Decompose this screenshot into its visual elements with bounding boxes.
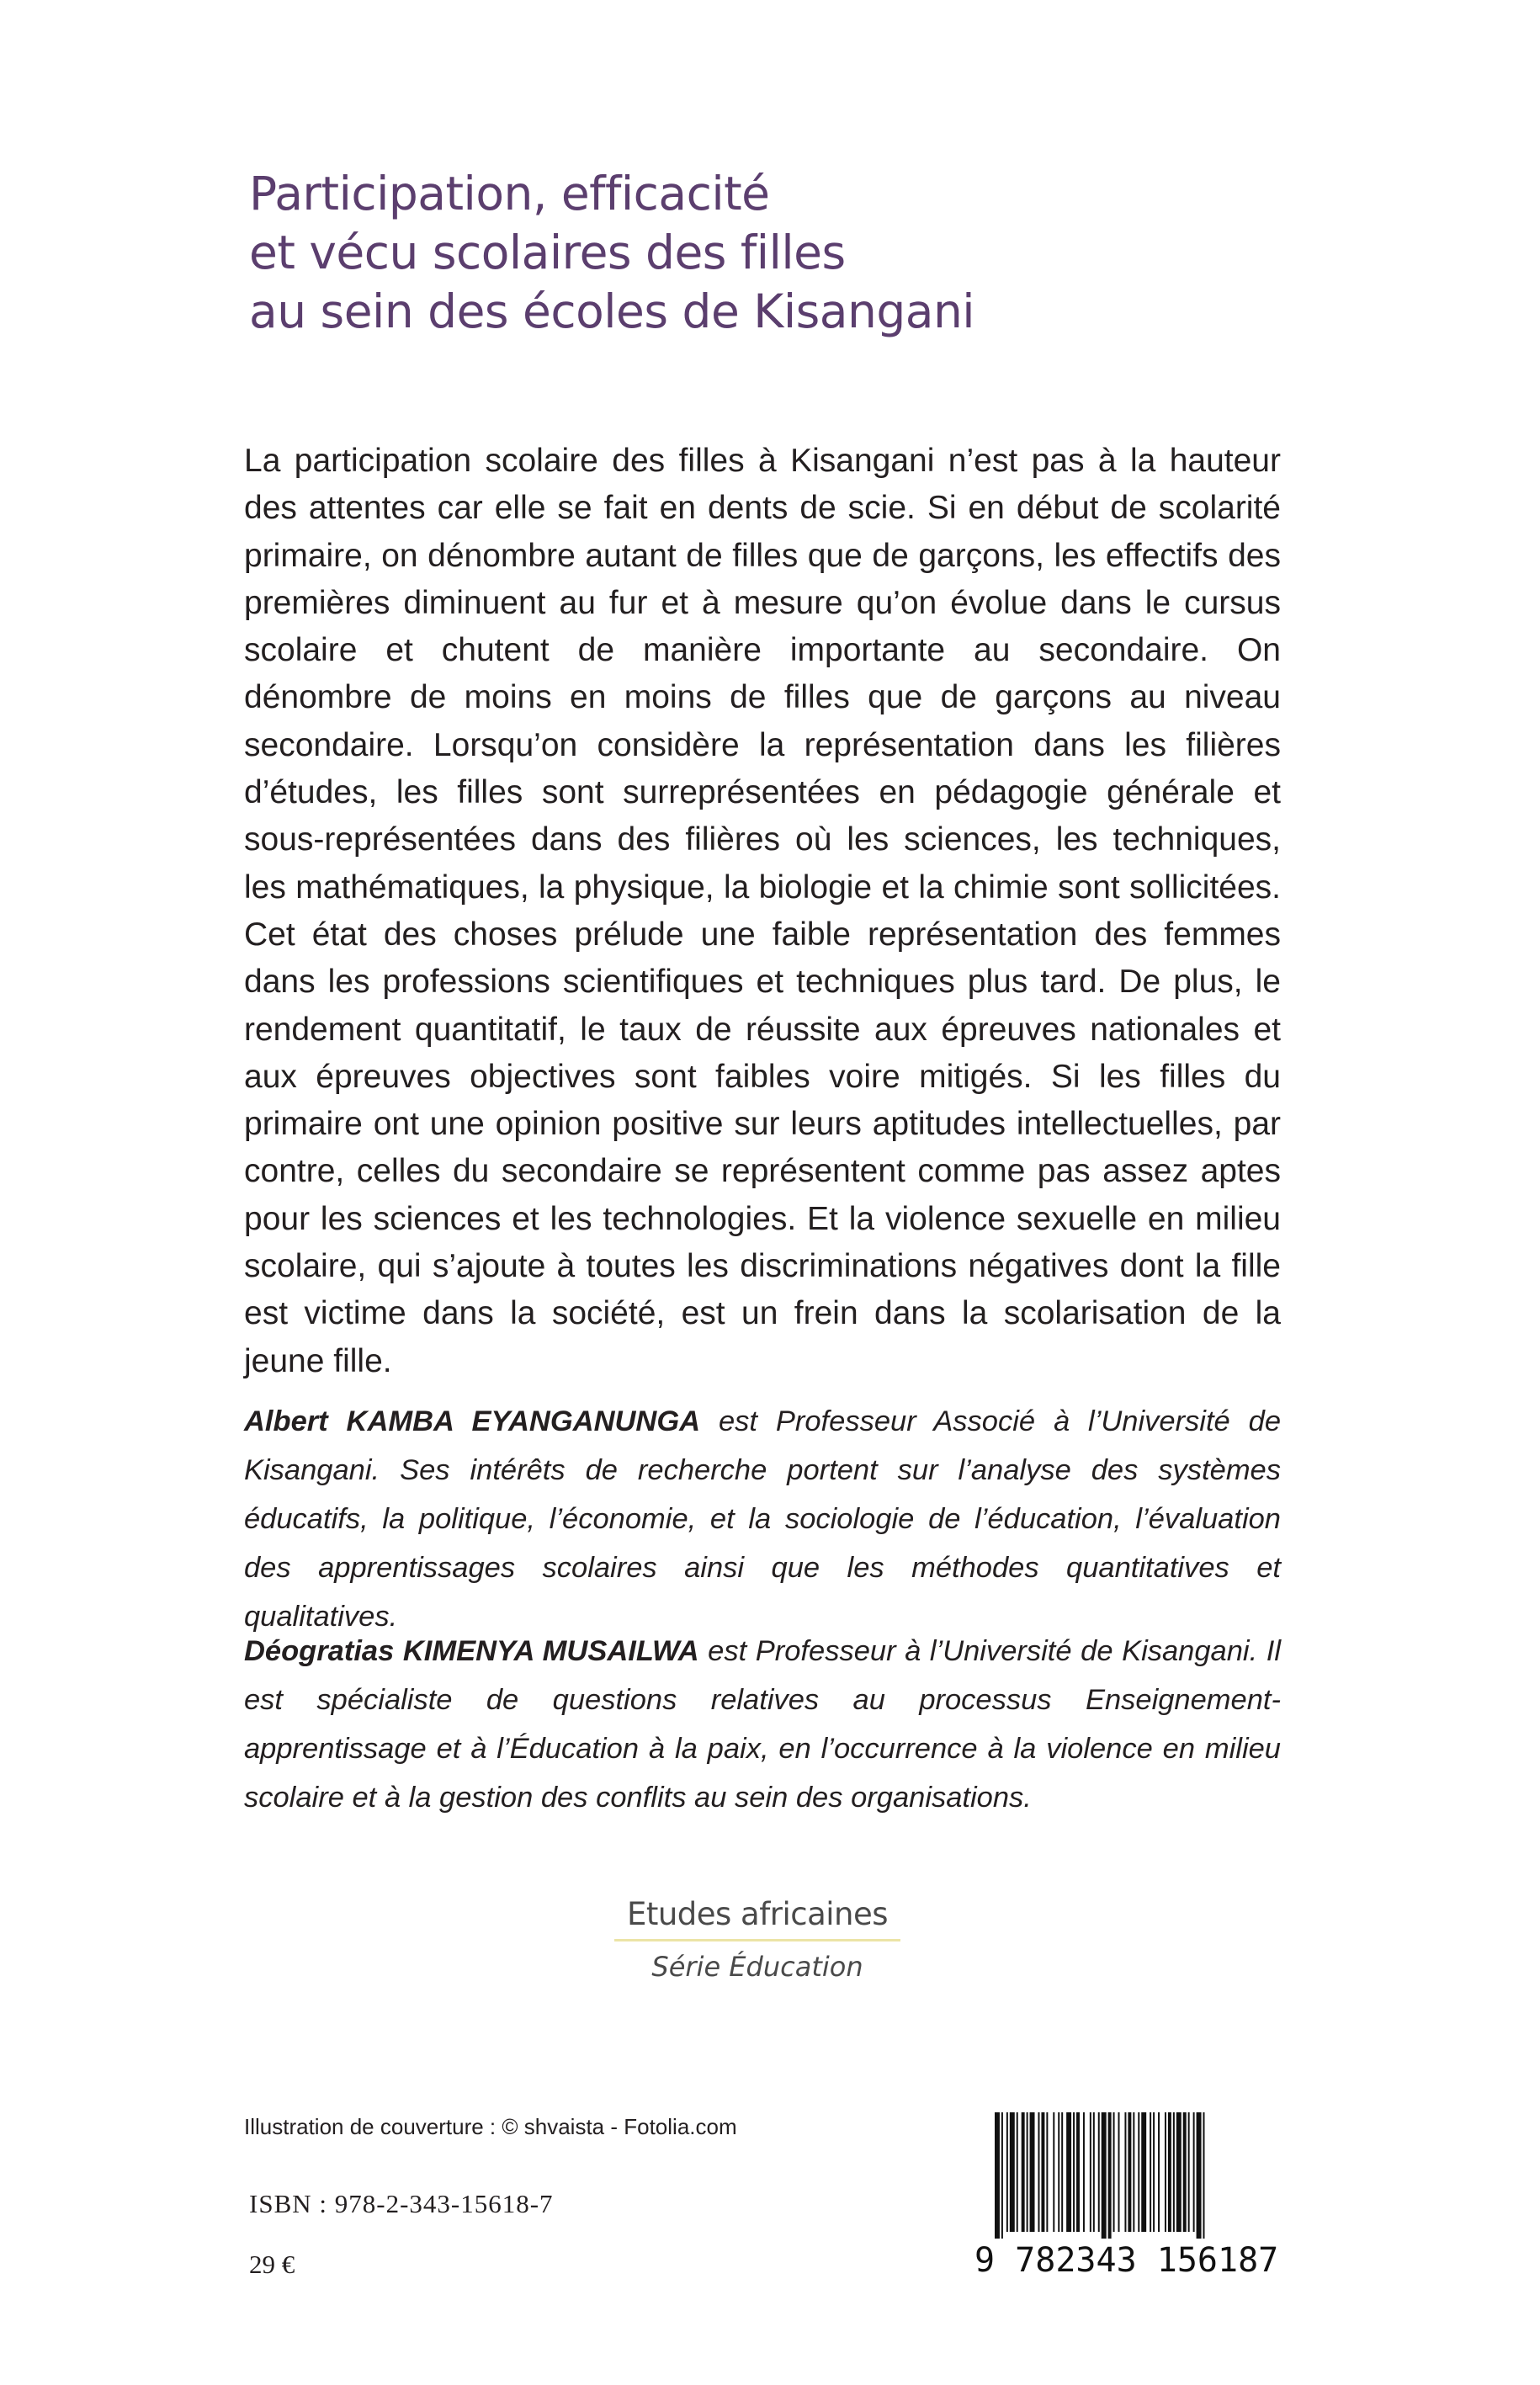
barcode-bar [1118, 2112, 1120, 2232]
barcode-bar [1038, 2112, 1039, 2232]
series-logo [606, 1894, 909, 1984]
barcode-bar [1150, 2112, 1151, 2232]
price: 29 € [249, 2250, 295, 2279]
author-bio-1 [244, 1397, 1281, 1641]
barcode-bar [995, 2112, 1000, 2239]
isbn: ISBN : 978-2-343-15618-7 [249, 2189, 554, 2218]
barcode-bar [1030, 2112, 1035, 2232]
barcode-bar [1022, 2112, 1025, 2232]
barcode-bar [1076, 2112, 1080, 2232]
author-bio-2 [244, 1627, 1281, 1822]
barcode-bar [1083, 2112, 1085, 2232]
barcode-bar [1128, 2112, 1131, 2232]
barcode-bar [1010, 2112, 1015, 2232]
author-name-1: Albert KAMBA EYANGANUNGA [244, 1405, 701, 1437]
barcode-bar [1098, 2112, 1100, 2232]
barcode-bar [1093, 2112, 1095, 2232]
barcode-bar [1133, 2112, 1134, 2232]
barcode-bar [1197, 2112, 1202, 2239]
barcode-bar [1041, 2112, 1044, 2232]
barcode-bar [1108, 2112, 1112, 2239]
title-line-3: au sein des écoles de Kisangani [249, 284, 975, 338]
book-title [249, 164, 1343, 341]
barcode-bar [1176, 2112, 1182, 2232]
barcode-bars [991, 2112, 1288, 2239]
barcode-bar [1061, 2112, 1063, 2232]
barcode-bar [1165, 2112, 1166, 2232]
barcode-bar [1153, 2112, 1155, 2232]
barcode-bar [1066, 2112, 1071, 2232]
author-bio-text-1: est Professeur Associé à l’Université de Kisangani. Ses intérêts de recherche portent sur l’analyse des systèmes éducatifs, la politique, l’économie, et la sociologie de l’éducation, l’évaluation des apprentissages scolaires ainsi que les méthodes quantitatives et qualitatives. [244, 1405, 1281, 1633]
barcode-bar [1053, 2112, 1054, 2232]
author-bio-text-2: est Professeur à l’Université de Kisangani. Il est spécialiste de questions relatives au processus Enseignement-apprentissage et à l’Éducation à la paix, en l’occurrence à la violence en milieu scolaire et à la gestion des conflits au sein des organisations. [244, 1635, 1281, 1814]
title-line-2: et vécu scolaires des filles [249, 226, 846, 279]
barcode-bar [1027, 2112, 1028, 2232]
barcode-bar [1113, 2112, 1115, 2232]
barcode-bar [1073, 2112, 1075, 2232]
barcode-bar [1124, 2112, 1126, 2232]
barcode-bar [1188, 2112, 1190, 2232]
title-line-1: Participation, efficacité [249, 167, 770, 220]
book-summary: La participation scolaire des filles à Kisangani n’est pas à la hauteur des attentes car elle se fait en dents de scie. Si en début de scolarité primaire, on dénombre autant de filles que de garçons, les effectifs des premières diminuent au fur et à mesure qu’on évolue dans le cursus scolaire et chutent de manière importante au secondaire. On dénombre de moins en moins de filles que de garçons au niveau secondaire. Lorsqu’on considère la représentation dans les filières d’études, les filles sont surreprésentées en pédagogie générale et sous-représentées dans des filières où les sciences, les techniques, les mathématiques, la physique, la biologie et la chimie sont sollicitées. Cet état des choses prélude une faible représentation des femmes dans les professions scientifiques et techniques plus tard. De plus, le rendement quantitatif, le taux de réussite aux épreuves nationales et aux épreuves objectives sont faibles voire mitigés. Si les filles du primaire ont une opinion positive sur leurs aptitudes intellectuelles, par contre, celles du secondaire se représentent comme pas assez aptes pour les sciences et les technologies. Et la violence sexuelle en milieu scolaire, qui s’ajoute à toutes les discriminations négatives dont la fille est victime dans la société, est un frein dans la scolarisation de la jeune fille. [244, 443, 1281, 1379]
barcode-digits: 9 782343 156187 [974, 2241, 1279, 2280]
barcode-bar [1058, 2112, 1059, 2232]
barcode-bar [1090, 2112, 1091, 2232]
barcode-bar [1017, 2112, 1018, 2232]
barcode-bar [1203, 2112, 1205, 2239]
barcode-bar [1193, 2112, 1195, 2232]
series-subseries: Série Éducation [651, 1951, 863, 1983]
series-divider [614, 1939, 900, 1941]
barcode-bar [1138, 2112, 1139, 2232]
barcode-bar [1001, 2112, 1003, 2239]
barcode-bar [1006, 2112, 1008, 2232]
barcode-bar [1183, 2112, 1187, 2232]
barcode-bar [1102, 2112, 1107, 2239]
cover-credit: Illustration de couverture : © shvaista - Fotolia.com [244, 2114, 737, 2139]
barcode-bar [1168, 2112, 1171, 2232]
series-name: Etudes africaines [626, 1896, 889, 1932]
barcode-bar [1173, 2112, 1175, 2232]
barcode-bar [1141, 2112, 1146, 2232]
barcode-bar [1046, 2112, 1048, 2232]
barcode-bar [1158, 2112, 1160, 2232]
author-name-2: Déogratias KIMENYA MUSAILWA [244, 1635, 699, 1667]
